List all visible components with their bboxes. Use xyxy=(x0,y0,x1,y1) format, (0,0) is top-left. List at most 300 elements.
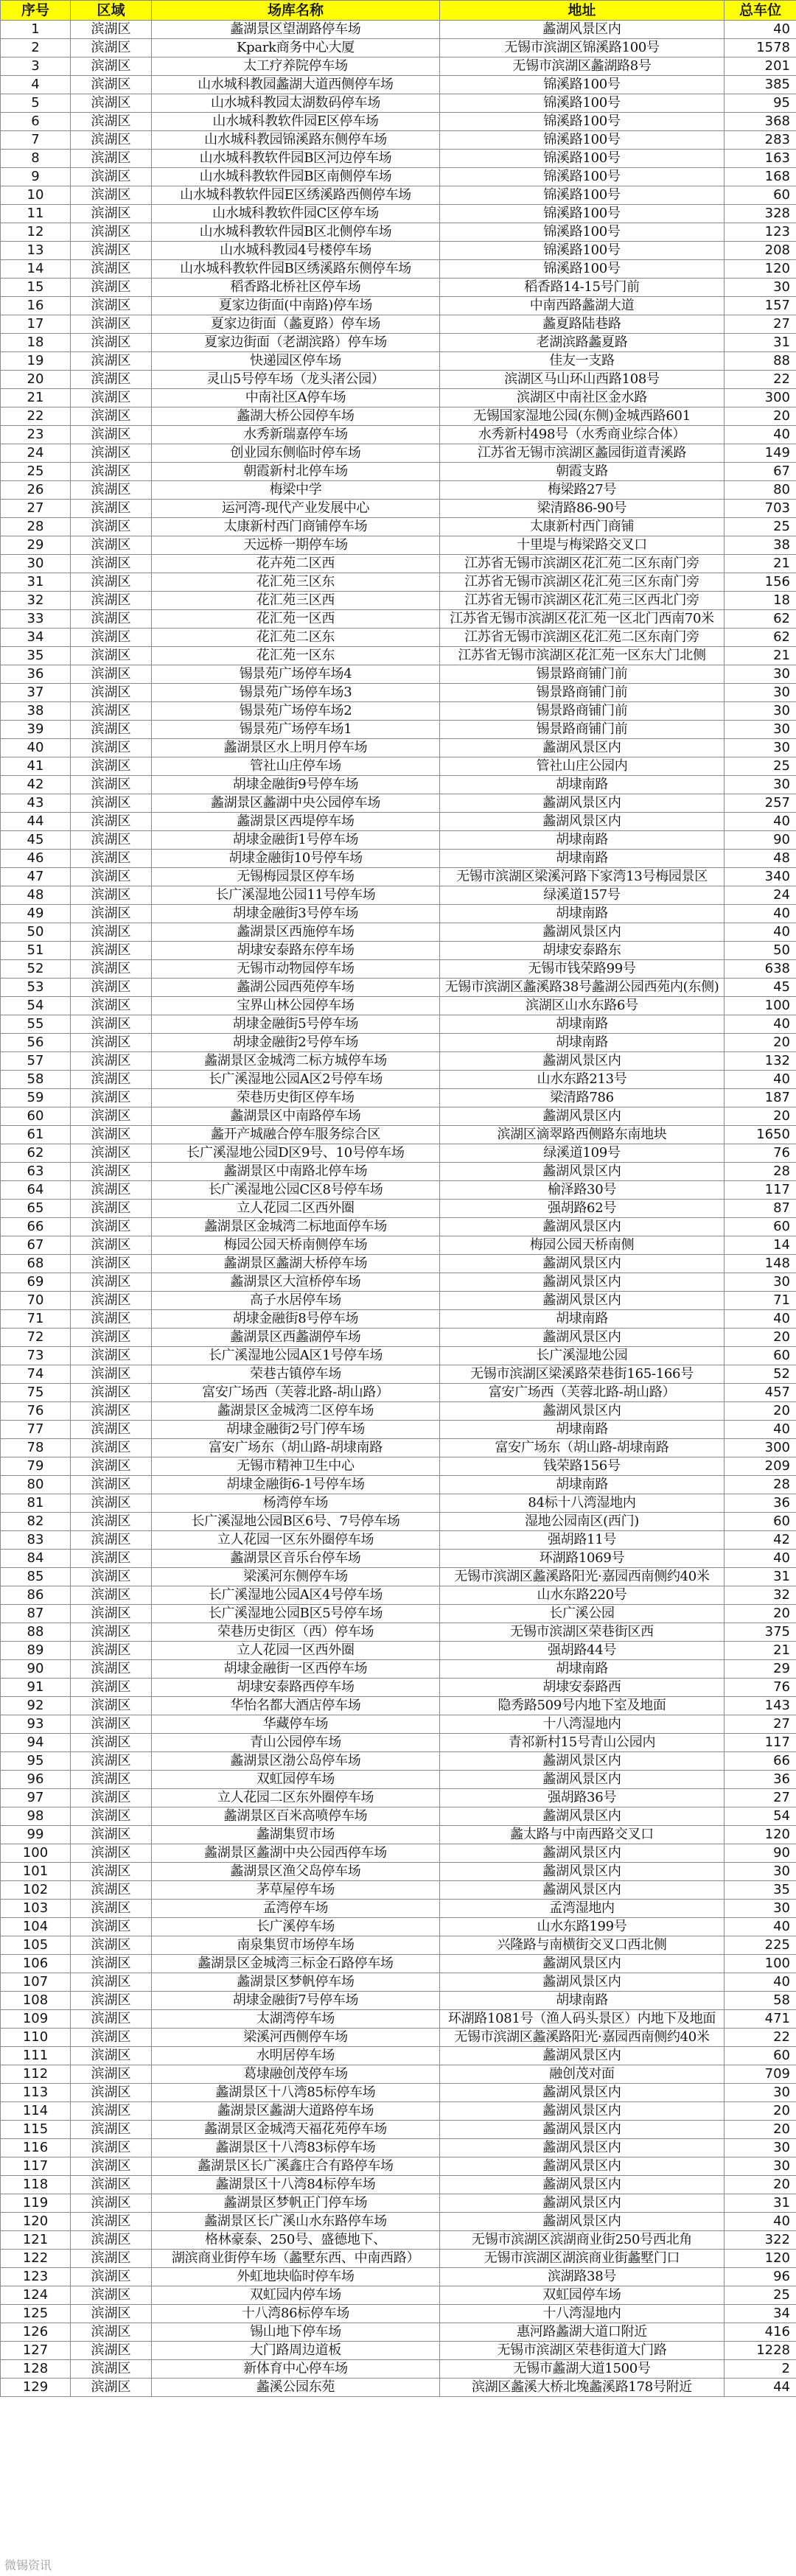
row-number: 21 xyxy=(1,389,71,407)
row-capacity: 25 xyxy=(725,2286,796,2305)
row-number: 105 xyxy=(1,1936,71,1955)
row-lot-name: 蠡湖大桥公园停车场 xyxy=(152,407,440,426)
table-row xyxy=(1,1881,796,1900)
row-lot-name: 蠡湖景区中南路北停车场 xyxy=(152,1163,440,1181)
row-number: 126 xyxy=(1,2323,71,2342)
row-region: 滨湖区 xyxy=(71,960,152,979)
row-lot-name: 蠡溪公园东苑 xyxy=(152,2379,440,2397)
row-capacity: 20 xyxy=(725,407,796,426)
table-row xyxy=(1,721,796,739)
row-capacity: 225 xyxy=(725,1936,796,1955)
row-capacity: 120 xyxy=(725,260,796,279)
row-address: 锦溪路100号 xyxy=(440,260,725,279)
row-lot-name: 孟湾停车场 xyxy=(152,1900,440,1918)
row-region: 滨湖区 xyxy=(71,57,152,76)
table-row xyxy=(1,2342,796,2360)
row-number: 118 xyxy=(1,2176,71,2194)
table-row xyxy=(1,2231,796,2250)
row-capacity: 96 xyxy=(725,2268,796,2286)
row-capacity: 40 xyxy=(725,1071,796,1089)
row-address: 江苏省无锡市滨湖区蠡园街道青溪路 xyxy=(440,444,725,463)
row-lot-name: 高子水居停车场 xyxy=(152,1292,440,1310)
row-address: 绿溪道109号 xyxy=(440,1144,725,1163)
row-lot-name: 无锡市动物园停车场 xyxy=(152,960,440,979)
row-capacity: 31 xyxy=(725,334,796,352)
row-address: 朝霞支路 xyxy=(440,463,725,481)
row-capacity: 157 xyxy=(725,297,796,315)
row-capacity: 30 xyxy=(725,279,796,297)
row-address: 无锡市滨湖区梁溪河路下家湾13号梅园景区 xyxy=(440,868,725,886)
row-number: 62 xyxy=(1,1144,71,1163)
row-address: 胡埭南路 xyxy=(440,850,725,868)
row-address: 无锡市滨湖区蠡溪路阳光·嘉园西南侧约40米 xyxy=(440,1568,725,1586)
row-lot-name: 灵山5号停车场（龙头渚公园） xyxy=(152,371,440,389)
row-lot-name: 胡埭金融街10号停车场 xyxy=(152,850,440,868)
row-capacity: 132 xyxy=(725,1052,796,1071)
row-address: 湿地公园南区(西门) xyxy=(440,1513,725,1531)
row-number: 56 xyxy=(1,1034,71,1052)
row-region: 滨湖区 xyxy=(71,1531,152,1550)
row-region: 滨湖区 xyxy=(71,205,152,223)
row-region: 滨湖区 xyxy=(71,665,152,684)
table-row xyxy=(1,1697,796,1715)
row-address: 蠡湖风景区内 xyxy=(440,1955,725,1973)
row-region: 滨湖区 xyxy=(71,2029,152,2047)
row-lot-name: 蠡湖景区梦帆停车场 xyxy=(152,1973,440,1992)
row-region: 滨湖区 xyxy=(71,1218,152,1236)
row-number: 70 xyxy=(1,1292,71,1310)
row-capacity: 638 xyxy=(725,960,796,979)
row-number: 48 xyxy=(1,886,71,905)
row-address: 锦溪路100号 xyxy=(440,150,725,168)
row-lot-name: 十八湾86标停车场 xyxy=(152,2305,440,2323)
row-region: 滨湖区 xyxy=(71,1476,152,1494)
row-number: 63 xyxy=(1,1163,71,1181)
row-address: 蠡湖风景区内 xyxy=(440,1973,725,1992)
row-number: 13 xyxy=(1,242,71,260)
row-lot-name: 天远桥一期停车场 xyxy=(152,536,440,555)
row-region: 滨湖区 xyxy=(71,1273,152,1292)
row-lot-name: 花卉苑二区西 xyxy=(152,555,440,573)
row-region: 滨湖区 xyxy=(71,1881,152,1900)
table-row xyxy=(1,2139,796,2157)
row-region: 滨湖区 xyxy=(71,2194,152,2213)
row-region: 滨湖区 xyxy=(71,592,152,610)
row-lot-name: 蠡湖景区西堤停车场 xyxy=(152,813,440,831)
row-lot-name: 快递园区停车场 xyxy=(152,352,440,371)
row-capacity: 40 xyxy=(725,905,796,923)
table-row xyxy=(1,1107,796,1126)
table-row xyxy=(1,186,796,205)
row-region: 滨湖区 xyxy=(71,1550,152,1568)
row-number: 120 xyxy=(1,2213,71,2231)
row-lot-name: 中南社区A停车场 xyxy=(152,389,440,407)
row-address: 江苏省无锡市滨湖区花汇苑二区东南门旁 xyxy=(440,555,725,573)
row-address: 江苏省无锡市滨湖区花汇苑三区西北门旁 xyxy=(440,592,725,610)
row-region: 滨湖区 xyxy=(71,1236,152,1255)
row-address: 强胡路62号 xyxy=(440,1200,725,1218)
row-capacity: 168 xyxy=(725,168,796,186)
table-row xyxy=(1,2102,796,2121)
row-address: 十八湾湿地内 xyxy=(440,2305,725,2323)
row-address: 长广溪公园 xyxy=(440,1605,725,1623)
table-row xyxy=(1,39,796,57)
row-region: 滨湖区 xyxy=(71,1384,152,1402)
table-row xyxy=(1,2286,796,2305)
row-number: 42 xyxy=(1,776,71,794)
row-number: 71 xyxy=(1,1310,71,1329)
row-address: 滨湖区马山环山西路108号 xyxy=(440,371,725,389)
row-region: 滨湖区 xyxy=(71,131,152,150)
row-region: 滨湖区 xyxy=(71,1918,152,1936)
row-lot-name: 长广溪湿地公园C区8号停车场 xyxy=(152,1181,440,1200)
row-region: 滨湖区 xyxy=(71,1421,152,1439)
row-address: 锦溪路100号 xyxy=(440,131,725,150)
row-lot-name: 锡山地下停车场 xyxy=(152,2323,440,2342)
row-number: 26 xyxy=(1,481,71,500)
row-number: 75 xyxy=(1,1384,71,1402)
header-name: 场库名称 xyxy=(152,1,440,21)
table-row xyxy=(1,1052,796,1071)
row-address: 梁清路786 xyxy=(440,1089,725,1107)
row-number: 44 xyxy=(1,813,71,831)
row-address: 环湖路1081号（渔人码头景区）内地下及地面 xyxy=(440,2010,725,2029)
row-address: 蠡湖风景区内 xyxy=(440,1329,725,1347)
row-address: 胡埭南路 xyxy=(440,776,725,794)
table-row xyxy=(1,1218,796,1236)
table-row xyxy=(1,850,796,868)
row-region: 滨湖区 xyxy=(71,2176,152,2194)
row-number: 97 xyxy=(1,1789,71,1807)
row-capacity: 62 xyxy=(725,629,796,647)
row-region: 滨湖区 xyxy=(71,923,152,942)
row-region: 滨湖区 xyxy=(71,1844,152,1863)
table-row xyxy=(1,1679,796,1697)
row-address: 蠡湖风景区内 xyxy=(440,1771,725,1789)
row-region: 滨湖区 xyxy=(71,1697,152,1715)
row-capacity: 24 xyxy=(725,886,796,905)
row-address: 蠡湖风景区内 xyxy=(440,1844,725,1863)
row-number: 33 xyxy=(1,610,71,629)
row-lot-name: 无锡梅园景区停车场 xyxy=(152,868,440,886)
row-number: 82 xyxy=(1,1513,71,1531)
row-lot-name: 蠡湖景区西蠡湖停车场 xyxy=(152,1329,440,1347)
row-address: 梁清路86-90号 xyxy=(440,500,725,518)
row-address: 锡景路商铺门前 xyxy=(440,684,725,702)
row-number: 14 xyxy=(1,260,71,279)
row-capacity: 32 xyxy=(725,1586,796,1605)
row-address: 蠡湖风景区内 xyxy=(440,1752,725,1771)
row-lot-name: 荣巷古镇停车场 xyxy=(152,1365,440,1384)
row-address: 佳友一支路 xyxy=(440,352,725,371)
table-row xyxy=(1,1402,796,1421)
row-lot-name: 稻香路北桥社区停车场 xyxy=(152,279,440,297)
row-lot-name: 长广溪湿地公园A区2号停车场 xyxy=(152,1071,440,1089)
row-number: 45 xyxy=(1,831,71,850)
row-number: 65 xyxy=(1,1200,71,1218)
row-capacity: 2 xyxy=(725,2360,796,2379)
row-capacity: 30 xyxy=(725,1273,796,1292)
row-number: 57 xyxy=(1,1052,71,1071)
row-capacity: 30 xyxy=(725,684,796,702)
row-region: 滨湖区 xyxy=(71,2102,152,2121)
row-lot-name: 蠡湖景区金城湾二标方城停车场 xyxy=(152,1052,440,1071)
table-row xyxy=(1,223,796,242)
row-lot-name: 胡埭安泰路西停车场 xyxy=(152,1679,440,1697)
row-address: 江苏省无锡市滨湖区花汇苑一区东大门北侧 xyxy=(440,647,725,665)
row-number: 2 xyxy=(1,39,71,57)
row-lot-name: 蠡湖景区大渲桥停车场 xyxy=(152,1273,440,1292)
row-address: 胡埭南路 xyxy=(440,1015,725,1034)
row-region: 滨湖区 xyxy=(71,1973,152,1992)
table-row xyxy=(1,1384,796,1402)
row-region: 滨湖区 xyxy=(71,1089,152,1107)
row-capacity: 62 xyxy=(725,610,796,629)
table-row xyxy=(1,1329,796,1347)
row-region: 滨湖区 xyxy=(71,1457,152,1476)
row-address: 富安广场西（芙蓉北路-胡山路） xyxy=(440,1384,725,1402)
table-row xyxy=(1,2010,796,2029)
row-region: 滨湖区 xyxy=(71,2231,152,2250)
row-capacity: 28 xyxy=(725,1163,796,1181)
row-number: 110 xyxy=(1,2029,71,2047)
table-row xyxy=(1,1642,796,1660)
row-capacity: 457 xyxy=(725,1384,796,1402)
row-address: 蠡湖风景区内 xyxy=(440,2139,725,2157)
row-capacity: 52 xyxy=(725,1365,796,1384)
row-number: 117 xyxy=(1,2157,71,2176)
row-number: 11 xyxy=(1,205,71,223)
row-address: 无锡市钱荣路99号 xyxy=(440,960,725,979)
table-row xyxy=(1,1439,796,1457)
row-lot-name: 蠡湖景区水上明月停车场 xyxy=(152,739,440,757)
row-number: 40 xyxy=(1,739,71,757)
table-row xyxy=(1,2213,796,2231)
row-address: 中南西路蠡湖大道 xyxy=(440,297,725,315)
table-row xyxy=(1,1236,796,1255)
row-capacity: 28 xyxy=(725,1476,796,1494)
row-number: 79 xyxy=(1,1457,71,1476)
row-lot-name: 蠡湖景区十八湾84标停车场 xyxy=(152,2176,440,2194)
row-address: 无锡市滨湖区蠡溪路38号蠡湖公园西苑内(东侧) xyxy=(440,979,725,997)
row-number: 122 xyxy=(1,2250,71,2268)
row-lot-name: 山水城科教园蠡湖大道西侧停车场 xyxy=(152,76,440,94)
row-address: 蠡湖风景区内 xyxy=(440,1052,725,1071)
row-region: 滨湖区 xyxy=(71,1771,152,1789)
row-capacity: 25 xyxy=(725,518,796,536)
row-number: 25 xyxy=(1,463,71,481)
row-capacity: 30 xyxy=(725,1900,796,1918)
row-number: 123 xyxy=(1,2268,71,2286)
row-capacity: 45 xyxy=(725,979,796,997)
row-lot-name: 花汇苑三区东 xyxy=(152,573,440,592)
table-row xyxy=(1,1421,796,1439)
row-number: 30 xyxy=(1,555,71,573)
table-body xyxy=(1,21,796,2397)
row-region: 滨湖区 xyxy=(71,1679,152,1697)
row-capacity: 90 xyxy=(725,831,796,850)
table-row xyxy=(1,1089,796,1107)
row-region: 滨湖区 xyxy=(71,1605,152,1623)
row-capacity: 40 xyxy=(725,426,796,444)
table-row xyxy=(1,1200,796,1218)
row-number: 55 xyxy=(1,1015,71,1034)
row-number: 29 xyxy=(1,536,71,555)
row-region: 滨湖区 xyxy=(71,2121,152,2139)
row-region: 滨湖区 xyxy=(71,426,152,444)
table-row xyxy=(1,315,796,334)
row-region: 滨湖区 xyxy=(71,1365,152,1384)
row-lot-name: 山水城科教软件园B区北侧停车场 xyxy=(152,223,440,242)
row-region: 滨湖区 xyxy=(71,297,152,315)
table-row xyxy=(1,757,796,776)
row-region: 滨湖区 xyxy=(71,1107,152,1126)
table-row xyxy=(1,260,796,279)
row-lot-name: 长广溪湿地公园B区6号、7号停车场 xyxy=(152,1513,440,1531)
row-lot-name: 夏家边街面(中南路)停车场 xyxy=(152,297,440,315)
row-capacity: 20 xyxy=(725,1034,796,1052)
table-row xyxy=(1,1273,796,1292)
table-row xyxy=(1,1568,796,1586)
row-number: 99 xyxy=(1,1826,71,1844)
table-row xyxy=(1,168,796,186)
row-number: 100 xyxy=(1,1844,71,1863)
row-number: 7 xyxy=(1,131,71,150)
row-lot-name: 梅园公园天桥南侧停车场 xyxy=(152,1236,440,1255)
row-lot-name: 花汇苑一区西 xyxy=(152,610,440,629)
row-address: 双虹园停车场 xyxy=(440,2286,725,2305)
row-region: 滨湖区 xyxy=(71,647,152,665)
row-number: 37 xyxy=(1,684,71,702)
row-lot-name: 锡景苑广场停车场2 xyxy=(152,702,440,721)
table-row xyxy=(1,979,796,997)
table-row xyxy=(1,1807,796,1826)
row-capacity: 38 xyxy=(725,536,796,555)
row-region: 滨湖区 xyxy=(71,352,152,371)
row-address: 十八湾湿地内 xyxy=(440,1715,725,1734)
table-row xyxy=(1,684,796,702)
row-region: 滨湖区 xyxy=(71,1992,152,2010)
row-number: 107 xyxy=(1,1973,71,1992)
table-row xyxy=(1,1900,796,1918)
row-capacity: 709 xyxy=(725,2065,796,2084)
row-capacity: 21 xyxy=(725,1642,796,1660)
row-number: 103 xyxy=(1,1900,71,1918)
row-region: 滨湖区 xyxy=(71,260,152,279)
row-region: 滨湖区 xyxy=(71,1255,152,1273)
row-number: 16 xyxy=(1,297,71,315)
row-lot-name: 格林豪泰、250号、盛德地下、 xyxy=(152,2231,440,2250)
row-address: 富安广场东（胡山路-胡埭南路 xyxy=(440,1439,725,1457)
row-region: 滨湖区 xyxy=(71,371,152,389)
row-number: 127 xyxy=(1,2342,71,2360)
row-address: 胡埭南路 xyxy=(440,1476,725,1494)
row-lot-name: 胡埭金融街3号停车场 xyxy=(152,905,440,923)
row-capacity: 471 xyxy=(725,2010,796,2029)
row-capacity: 36 xyxy=(725,1771,796,1789)
row-capacity: 30 xyxy=(725,721,796,739)
row-region: 滨湖区 xyxy=(71,39,152,57)
row-number: 76 xyxy=(1,1402,71,1421)
row-number: 3 xyxy=(1,57,71,76)
row-region: 滨湖区 xyxy=(71,2360,152,2379)
row-region: 滨湖区 xyxy=(71,1052,152,1071)
table-row xyxy=(1,2121,796,2139)
table-row xyxy=(1,2250,796,2268)
row-address: 梅园公园天桥南侧 xyxy=(440,1236,725,1255)
row-address: 锦溪路100号 xyxy=(440,113,725,131)
table-row xyxy=(1,1826,796,1844)
row-lot-name: 蠡湖景区梦帆正门停车场 xyxy=(152,2194,440,2213)
row-address: 蠡湖风景区内 xyxy=(440,21,725,39)
row-number: 74 xyxy=(1,1365,71,1384)
row-lot-name: 蠡湖景区望湖路停车场 xyxy=(152,21,440,39)
row-number: 85 xyxy=(1,1568,71,1586)
row-region: 滨湖区 xyxy=(71,1310,152,1329)
row-region: 滨湖区 xyxy=(71,21,152,39)
row-region: 滨湖区 xyxy=(71,573,152,592)
row-number: 51 xyxy=(1,942,71,960)
row-lot-name: 胡埭金融街6-1号停车场 xyxy=(152,1476,440,1494)
row-lot-name: 蠡湖公园西苑停车场 xyxy=(152,979,440,997)
row-region: 滨湖区 xyxy=(71,1568,152,1586)
row-lot-name: 外虹地块临时停车场 xyxy=(152,2268,440,2286)
row-lot-name: 胡埭金融街9号停车场 xyxy=(152,776,440,794)
table-row xyxy=(1,389,796,407)
table-row xyxy=(1,1071,796,1089)
row-number: 60 xyxy=(1,1107,71,1126)
row-address: 钱荣路156号 xyxy=(440,1457,725,1476)
row-capacity: 40 xyxy=(725,1310,796,1329)
table-row xyxy=(1,573,796,592)
row-address: 胡埭安泰路西 xyxy=(440,1679,725,1697)
row-capacity: 67 xyxy=(725,463,796,481)
row-lot-name: 蠡湖景区西施停车场 xyxy=(152,923,440,942)
row-lot-name: 华怡名都大酒店停车场 xyxy=(152,1697,440,1715)
row-capacity: 50 xyxy=(725,942,796,960)
row-address: 锦溪路100号 xyxy=(440,94,725,113)
row-number: 23 xyxy=(1,426,71,444)
row-address: 胡埭南路 xyxy=(440,1660,725,1679)
row-lot-name: 创业园东侧临时停车场 xyxy=(152,444,440,463)
row-address: 无锡市滨湖区湖滨商业街蠡墅门口 xyxy=(440,2250,725,2268)
row-region: 滨湖区 xyxy=(71,1752,152,1771)
row-lot-name: 胡埭金融街2号停车场 xyxy=(152,1034,440,1052)
row-lot-name: 花汇苑三区西 xyxy=(152,592,440,610)
row-capacity: 40 xyxy=(725,21,796,39)
row-lot-name: 蠡湖景区蠡湖中央公园停车场 xyxy=(152,794,440,813)
row-number: 86 xyxy=(1,1586,71,1605)
row-lot-name: 荣巷历史街区（西）停车场 xyxy=(152,1623,440,1642)
row-region: 滨湖区 xyxy=(71,1181,152,1200)
row-capacity: 300 xyxy=(725,389,796,407)
row-lot-name: 锡景苑广场停车场1 xyxy=(152,721,440,739)
row-number: 89 xyxy=(1,1642,71,1660)
row-capacity: 1228 xyxy=(725,2342,796,2360)
row-lot-name: 蠡湖景区金城湾三标金石路停车场 xyxy=(152,1955,440,1973)
row-number: 115 xyxy=(1,2121,71,2139)
row-address: 融创茂对面 xyxy=(440,2065,725,2084)
row-address: 蠡湖风景区内 xyxy=(440,1292,725,1310)
row-lot-name: 太工疗养院停车场 xyxy=(152,57,440,76)
row-region: 滨湖区 xyxy=(71,2250,152,2268)
row-capacity: 117 xyxy=(725,1734,796,1752)
watermark-text: 微锡资讯 xyxy=(4,2558,52,2572)
row-address: 蠡湖风景区内 xyxy=(440,813,725,831)
table-row xyxy=(1,739,796,757)
row-lot-name: 太康新村西门商铺停车场 xyxy=(152,518,440,536)
row-address: 锦溪路100号 xyxy=(440,223,725,242)
